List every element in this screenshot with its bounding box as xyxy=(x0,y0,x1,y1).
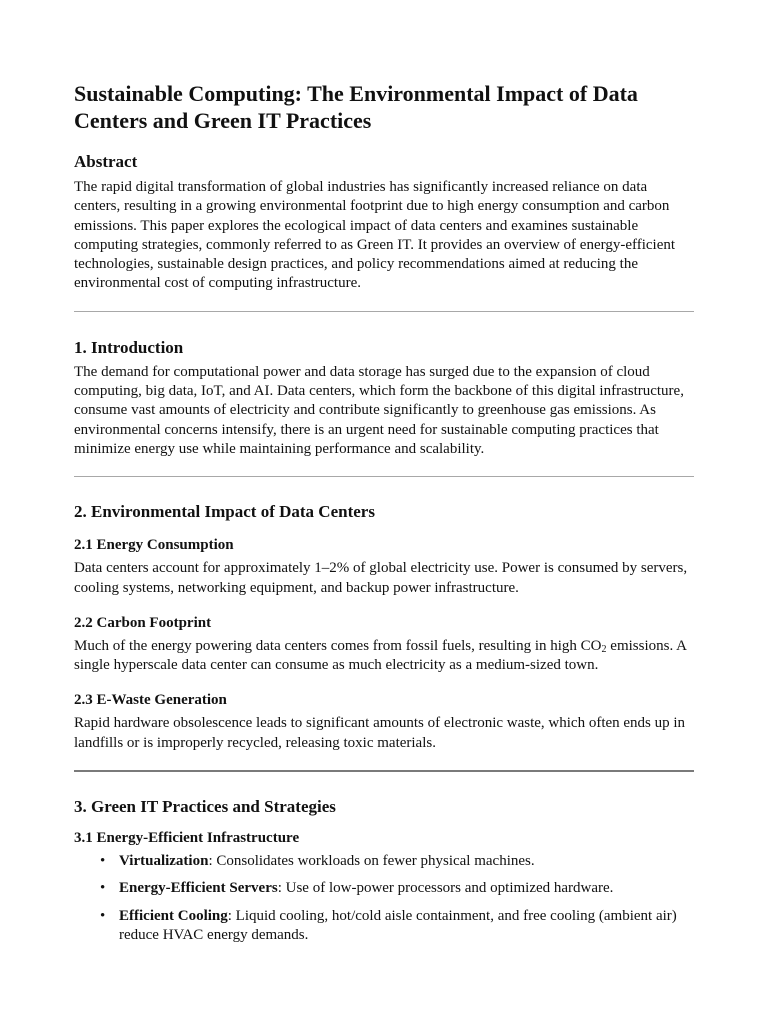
list-item-term: Efficient Cooling xyxy=(119,907,228,924)
section-divider xyxy=(74,476,694,477)
bullet-icon: • xyxy=(100,907,106,924)
list-item xyxy=(74,879,694,898)
ewaste-text: Rapid hardware obsolescence leads to significant amounts of electronic waste, which often ends up in landfills or is improperly recycled, releasing toxic materials. xyxy=(74,715,686,751)
energy-efficient-infrastructure-heading: 3.1 Energy-Efficient Infrastructure xyxy=(74,830,300,847)
introduction-text: The demand for computational power and data storage has surged due to the expansion of cloud computing, big data, IoT, and AI. Data centers, which form the backbone of this digital infrastructure, consume vast amounts of electricity and contribute significantly to greenhouse gas emissions. As environmental concerns intensify, there is an urgent need for sustainable computing practices that minimize energy use while maintaining performance and scalability. xyxy=(74,363,684,457)
introduction-heading: 1. Introduction xyxy=(74,337,184,357)
list-item-term: Energy-Efficient Servers xyxy=(119,880,278,897)
carbon-text-after: emissions. A single hyperscale data center can consume as much electricity as a medium-sized town. xyxy=(74,637,687,674)
paper-title: Sustainable Computing: The Environmental Impact of Data Centers and Green IT Practices xyxy=(74,81,638,133)
green-it-heading: 3. Green IT Practices and Strategies xyxy=(74,797,336,817)
practices-list xyxy=(74,852,694,945)
energy-consumption-text: Data centers account for approximately 1–2% of global electricity use. Power is consumed by servers, cooling systems, networking equipment, and backup power infrastructure. xyxy=(74,560,688,596)
energy-consumption-heading: 2.1 Energy Consumption xyxy=(74,537,234,554)
carbon-text-before: Much of the energy powering data centers comes from fossil fuels, resulting in high CO xyxy=(74,637,602,654)
carbon-footprint-text xyxy=(74,637,694,676)
carbon-footprint-heading: 2.2 Carbon Footprint xyxy=(74,614,212,631)
impact-heading: 2. Environmental Impact of Data Centers xyxy=(74,502,375,522)
list-item-desc: : Liquid cooling, hot/cold aisle containment, and free cooling (ambient air) reduce HVAC energy demands. xyxy=(119,907,677,943)
section-divider xyxy=(74,770,694,772)
list-item-desc: : Consolidates workloads on fewer physical machines. xyxy=(208,853,535,870)
abstract-heading: Abstract xyxy=(74,152,138,171)
ewaste-heading: 2.3 E-Waste Generation xyxy=(74,692,227,709)
bullet-icon: • xyxy=(100,880,106,897)
list-item xyxy=(74,907,694,946)
abstract-text: The rapid digital transformation of global industries has significantly increased reliance on data centers, resulting in a growing environmental footprint due to high energy consumption and carbon emissions. This paper explores the ecological impact of data centers and examines sustainable computing strategies, commonly referred to as Green IT. It provides an overview of energy-efficient technologies, sustainable design practices, and policy recommendations aimed at reducing the environmental cost of computing infrastructure. xyxy=(74,179,676,292)
section-divider xyxy=(74,311,694,312)
list-item-desc: : Use of low-power processors and optimized hardware. xyxy=(277,880,614,897)
list-item-term: Virtualization xyxy=(119,853,209,870)
bullet-icon: • xyxy=(100,853,106,870)
list-item xyxy=(74,852,694,871)
carbon-subscript: 2 xyxy=(601,643,607,655)
